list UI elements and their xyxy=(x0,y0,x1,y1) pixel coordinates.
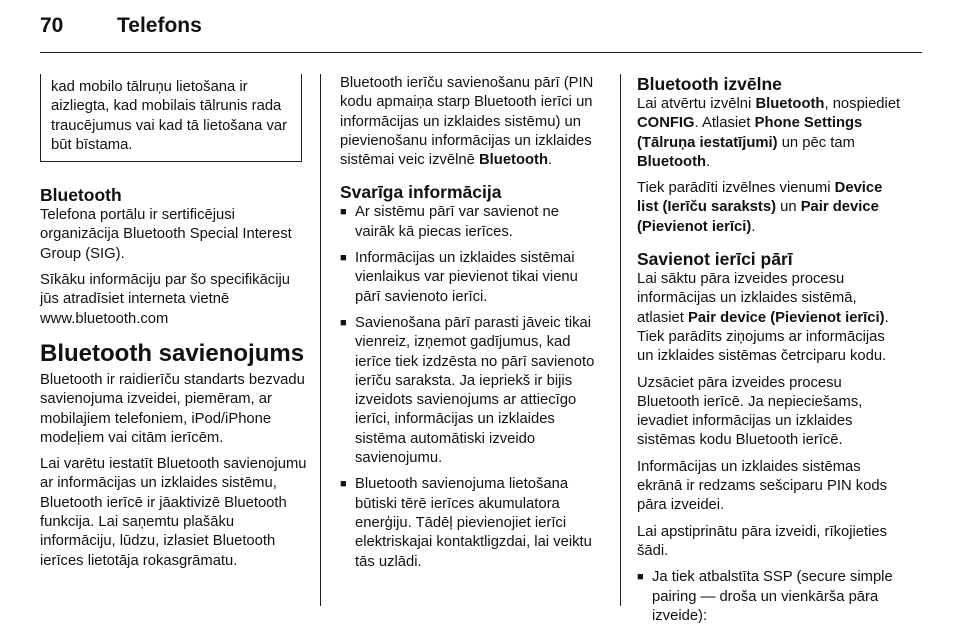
page-header xyxy=(40,14,202,50)
menu-name: Bluetooth xyxy=(478,152,549,169)
pair-device-heading: Savienot ierīci pārī xyxy=(637,249,793,270)
list-item: ■ Ja tiek atbalstīta SSP (secure simple pairing — droša un vienkārša pāra izveide): xyxy=(637,568,903,626)
page-number: 70 xyxy=(40,14,64,37)
warning-box xyxy=(40,74,302,162)
column-3 xyxy=(637,74,903,633)
column-2 xyxy=(340,74,602,579)
pairing-steps-list xyxy=(637,568,903,626)
bluetooth-menu-heading: Bluetooth izvēlne xyxy=(637,74,782,94)
paragraph: Lai apstiprinātu pāra izveidi, rīkojieties šādi. xyxy=(637,523,888,559)
paragraph: Tiek parādīti izvēlnes vienumi Device list (Ierīču saraksts) un Pair device (Pievienot ierīci). xyxy=(637,180,883,235)
bluetooth-heading: Bluetooth xyxy=(40,185,122,206)
column-divider xyxy=(320,74,321,606)
paragraph: Uzsāciet pāra izveides procesu Bluetooth ierīcē. Ja nepieciešams, ievadiet informācijas un izklaides sistēmas kodu Bluetooth ierīcē. xyxy=(637,374,863,449)
bluetooth-connection-heading: Bluetooth savienojums xyxy=(40,339,305,367)
warning-text: kad mobilo tālruņu lietošana ir aizliegta, kad mobilais tālrunis rada traucējumus vai kad tā lietošana var būt bīstama. xyxy=(51,79,288,153)
list-item: ■ Ar sistēmu pārī var savienot ne vairāk kā piecas ierīces. xyxy=(340,203,602,242)
important-info-list xyxy=(340,203,602,571)
paragraph: Bluetooth ierīču savienošanu pārī (PIN kodu apmaiņa starp Bluetooth ierīci un informācijas un izklaides sistēmu) un pievienošanu informācijas un izklaides sistēmai veic izvēlnē Bluetooth. xyxy=(340,75,594,169)
section-title: Telefons xyxy=(117,14,202,37)
paragraph: Lai sāktu pāra izveides procesu informācijas un izklaides sistēmā, atlasiet Pair device (Pievienot ierīci). Tiek parādīts ziņojums ar informācijas un izklaides sistēmas četrciparu kodu. xyxy=(637,271,889,365)
column-divider xyxy=(620,74,621,606)
paragraph: Telefona portālu ir sertificējusi organizācija Bluetooth Special Interest Group (SIG). xyxy=(40,207,292,262)
header-rule xyxy=(40,52,922,53)
paragraph: Informācijas un izklaides sistēmas ekrānā ir redzams sešciparu PIN kods pāra izveidei. xyxy=(637,458,888,514)
list-item: ■ Informācijas un izklaides sistēmai vienlaikus var pievienot tikai vienu pārī savienoto ierīci. xyxy=(340,249,602,307)
paragraph: Lai varētu iestatīt Bluetooth savienojumu ar informācijas un izklaides sistēmu, Bluetooth ierīcē ir jāaktivizē Bluetooth funkcija. Lai saņemtu plašāku informāciju, lūdzu, izlasiet Bluetooth ierīces lietotāja rokasgrāmatu. xyxy=(40,456,307,569)
paragraph: Lai atvērtu izvēlni Bluetooth, nospiediet CONFIG. Atlasiet Phone Settings (Tālruņa iestatījumi) un pēc tam Bluetooth. xyxy=(637,96,901,170)
list-item: ■ Savienošana pārī parasti jāveic tikai vienreiz, izņemot gadījumus, kad ierīce tiek izdzēsta no pārī savienoto ierīču saraksta. Ja iepriekš ir bijis izveidots savienojums ar attiecīgo ierīci, informācijas un izklaides sistēma automātiski izveido savienojumu. xyxy=(340,314,602,468)
column-1 xyxy=(40,74,310,578)
important-info-heading: Svarīga informācija xyxy=(340,182,502,203)
paragraph: Sīkāku informāciju par šo specifikāciju jūs atradīsiet interneta vietnē www.bluetooth.com xyxy=(40,272,291,327)
list-item: ■ Bluetooth savienojuma lietošana būtiski tērē ierīces akumulatora enerģiju. Tādēļ pievienojiet ierīci elektriskajai kontaktligzdai, lai veiktu tās uzlādi. xyxy=(340,475,602,571)
paragraph: Bluetooth ir raidierīču standarts bezvadu savienojuma izveidei, piemēram, ar mobilajiem telefoniem, iPod/iPhone modeļiem vai citām ierīcēm. xyxy=(40,371,305,446)
